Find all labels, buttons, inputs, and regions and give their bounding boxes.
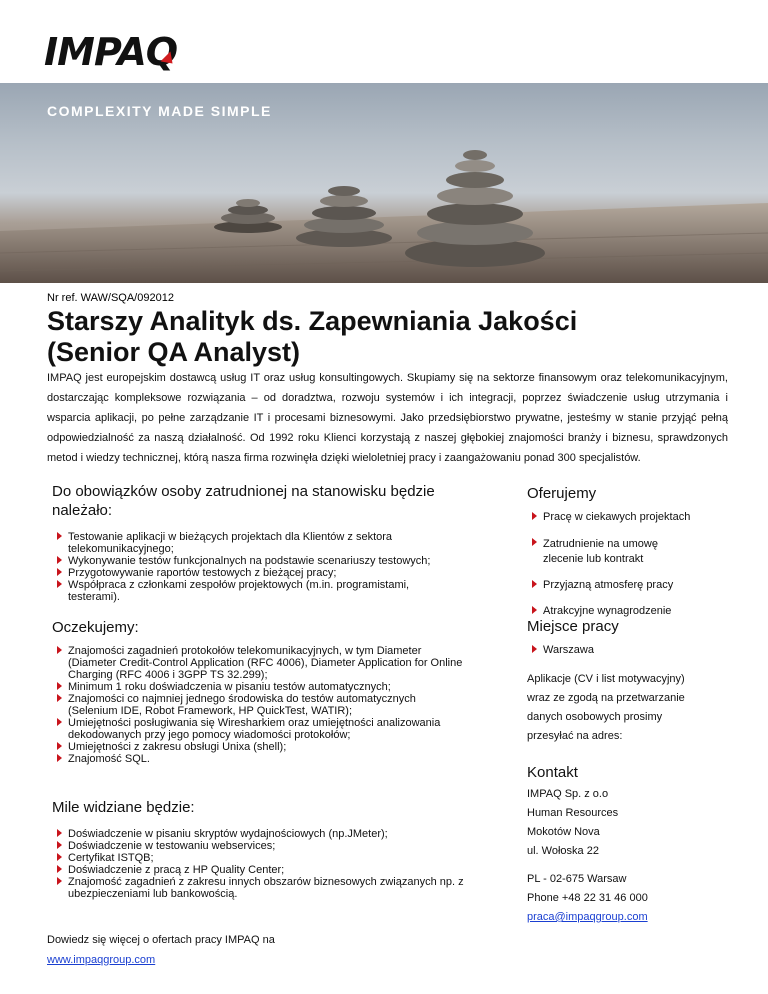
place-heading: Miejsce pracy (527, 618, 619, 635)
duties-list (52, 531, 492, 603)
list-item: Współpraca z członkami zespołów projektowych (m.in. programistami, testerami). (52, 579, 448, 603)
contact-department: Human Resources (527, 807, 619, 819)
list-item: Doświadczenie w pisaniu skryptów wydajnościowych (np.JMeter); (52, 828, 492, 840)
list-item: Umiejętności posługiwania się Wiresharkiem oraz umiejętności analizowania dekodowanych przy jego pomocy wiadomości protokołów; (52, 717, 480, 741)
nice-to-have-heading: Mile widziane będzie: (52, 799, 195, 816)
job-title-line-2: (Senior QA Analyst) (47, 337, 301, 367)
offer-heading: Oferujemy (527, 485, 597, 502)
list-item: Testowanie aplikacji w bieżących projektach dla Klientów z sektora telekomunikacyjnego; (52, 531, 448, 555)
footer (47, 931, 467, 970)
list-item: Znajomość zagadnień z zakresu innych obszarów biznesowych związanych np. z ubezpieczeniami lub bankowością. (52, 876, 468, 900)
list-item: Warszawa (527, 644, 727, 656)
list-item: Przygotowywanie raportów testowych z bieżącej pracy; (52, 567, 492, 579)
place-list (527, 644, 727, 656)
contact-company: IMPAQ Sp. z o.o (527, 788, 609, 800)
place-section (527, 617, 727, 746)
list-item: Pracę w ciekawych projektach (527, 511, 727, 523)
contact-street: ul. Wołoska 22 (527, 845, 599, 857)
list-item: Znajomości zagadnień protokołów telekomunikacyjnych, w tym Diameter (Diameter Credit-Control Application (RFC 4006), Diameter Application for Online Charging (RFC 4006 i 3GPP TS 32.299); (52, 645, 468, 681)
reference-number: Nr ref. WAW/SQA/092012 (47, 292, 174, 304)
list-item: Znajomości co najmniej jednego środowiska do testów automatycznych (Selenium IDE, Robot Framework, HP QuickTest, WATIR); (52, 693, 468, 717)
list-item: Doświadczenie z pracą z HP Quality Center; (52, 864, 492, 876)
hero-banner (0, 83, 768, 283)
contact-heading: Kontakt (527, 764, 578, 781)
list-item: Umiejętności z zakresu obsługi Unixa (shell); (52, 741, 492, 753)
list-item: Minimum 1 roku doświadczenia w pisaniu testów automatycznych; (52, 681, 492, 693)
job-title (47, 306, 727, 368)
offer-list (527, 511, 727, 617)
duties-section (52, 482, 492, 603)
company-logo (44, 32, 177, 72)
contact-phone: Phone +48 22 31 46 000 (527, 892, 648, 904)
expectations-section (52, 618, 492, 765)
duties-heading: Do obowiązków osoby zatrudnionej na stanowisku będzie należało: (52, 483, 435, 519)
company-intro: IMPAQ jest europejskim dostawcą usług IT oraz usług konsultingowych. Skupiamy się na sektorze finansowym oraz telekomunikacyjnym, dostarczając kompleksowe rozwiązania – od doradztwa, rozwoju systemów i ich integracji, poprzez świadczenie usług utrzymania i wsparcia aplikacji, po pełne zarządzanie IT i procesami biznesowymi. Jako przedsiębiorstwo prywatne, jesteśmy w stanie przyjąć pełną odpowiedzialność za naszą działalność. Od 1992 roku Klienci korzystają z naszej głębokiej znajomości branży i biznesu, sprawdzonych metod i wiedzy technicznej, którą nasza firma rozwinęła dzięki wieloletniej pracy i zaangażowaniu ponad 300 specjalistów. (47, 372, 728, 464)
job-title-line-1: Starszy Analityk ds. Zapewniania Jakości (47, 306, 578, 336)
list-item: Przyjazną atmosferę pracy (527, 579, 727, 591)
contact-building: Mokotów Nova (527, 826, 600, 838)
list-item: Znajomość SQL. (52, 753, 492, 765)
expectations-list (52, 645, 492, 765)
expectations-heading: Oczekujemy: (52, 619, 139, 636)
nice-to-have-list (52, 828, 492, 900)
nice-to-have-section (52, 798, 492, 900)
list-item: Doświadczenie w testowaniu webservices; (52, 840, 492, 852)
offer-section (527, 484, 727, 617)
logo-text: IMPAQ (44, 30, 178, 74)
contact-city: PL - 02-675 Warsaw (527, 873, 627, 885)
footer-text: Dowiedz się więcej o ofertach pracy IMPAQ na (47, 934, 275, 946)
banner-tagline: COMPLEXITY MADE SIMPLE (47, 103, 272, 119)
list-item: Zatrudnienie na umowę zlecenie lub kontrakt (527, 537, 683, 567)
list-item: Certyfikat ISTQB; (52, 852, 492, 864)
footer-website-link[interactable]: www.impaqgroup.com (47, 954, 156, 966)
application-note: Aplikacje (CV i list motywacyjny) wraz ze zgodą na przetwarzanie danych osobowych prosimy przesyłać na adres: (527, 673, 685, 742)
contact-section (527, 763, 727, 927)
list-item: Atrakcyjne wynagrodzenie (527, 605, 727, 617)
list-item: Wykonywanie testów funkcjonalnych na podstawie scenariuszy testowych; (52, 555, 492, 567)
contact-email-link[interactable]: praca@impaqgroup.com (527, 911, 648, 923)
